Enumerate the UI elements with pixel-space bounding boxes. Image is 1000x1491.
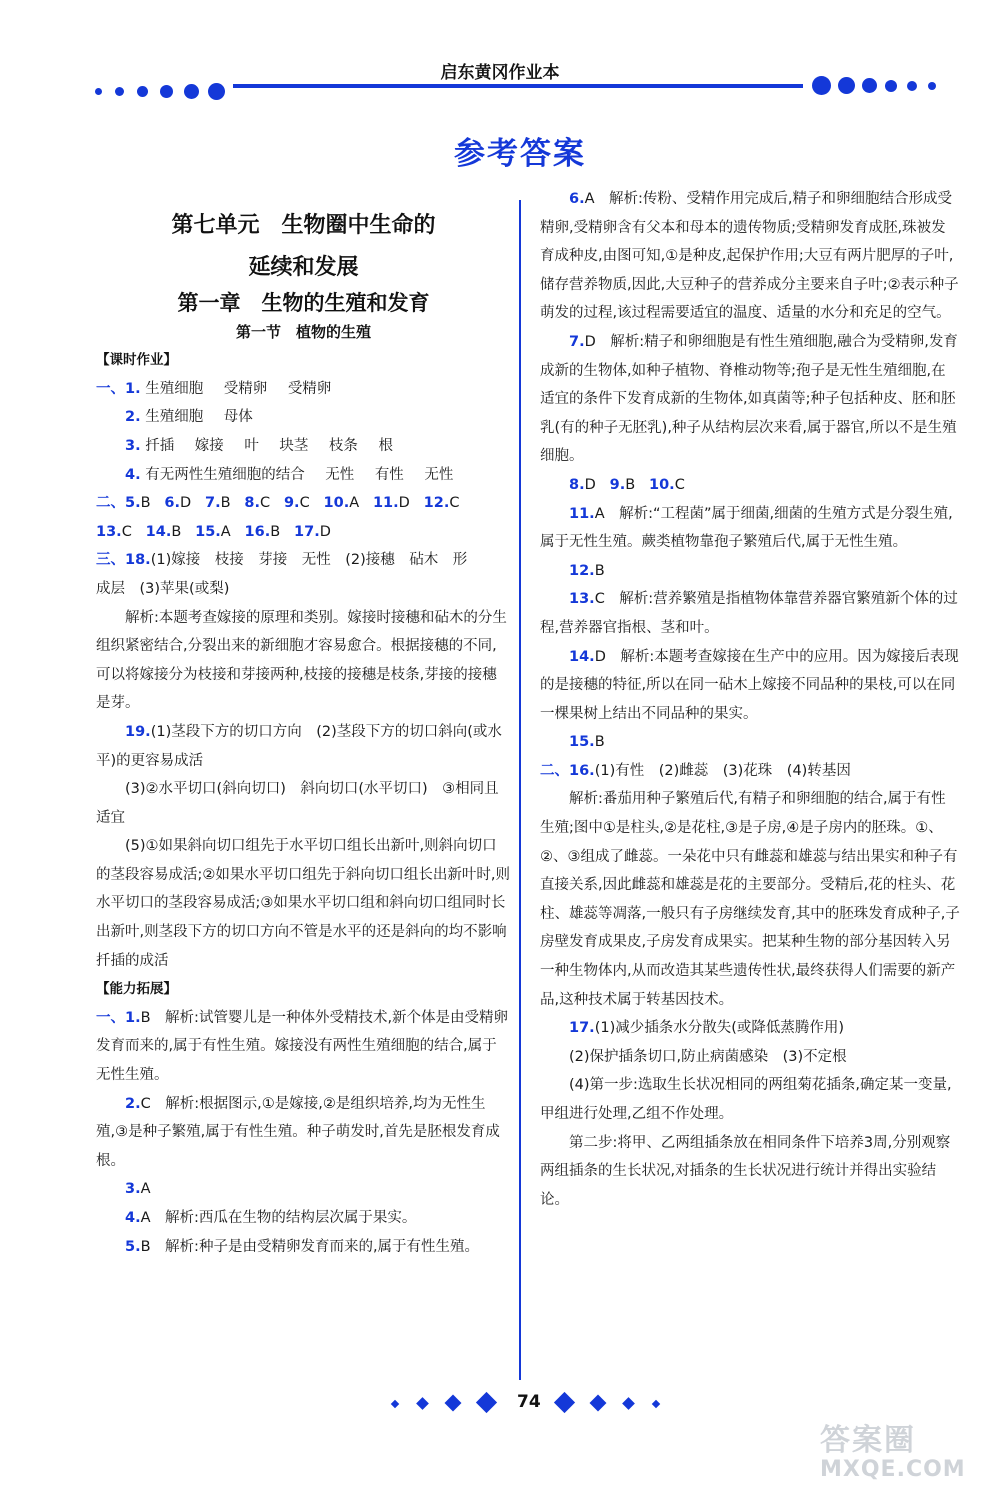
answer-mc-row1: 二、5.B 6.D 7.B 8.C 9.C 10.A 11.D 12.C <box>96 495 460 512</box>
column-divider <box>519 200 521 1380</box>
ability-3: 3.A <box>125 1181 151 1198</box>
decor-dot <box>137 86 148 97</box>
answer-8-10: 8.D 9.B 10.C <box>569 476 685 493</box>
diamond-icon <box>622 1397 635 1410</box>
answer-6: 6.A 解析:传粉、受精作用完成后,精子和卵细胞结合形成受精卵,受精卵含有父本和母本的遗传物质;受精卵发育成胚,珠被发育成种皮,由图可知,①是种皮,起保护作用;大豆有两片肥厚的子叶,储存营养物质,因此,大豆种子的营养成分主要来自子叶;②表示种子萌发的过程,该过程需要适宜的温度、适量的水分和充足的空气。 <box>540 191 959 322</box>
page-header <box>0 0 1000 110</box>
ability-1: 一、1.B 解析:试管婴儿是一种体外受精技术,新个体是由受精卵发育而来的,属于有性生殖。嫁接没有两性生殖细胞的结合,属于无性生殖。 <box>96 1009 509 1084</box>
ability-4: 4.A 解析:西瓜在生物的结构层次属于果实。 <box>125 1210 417 1226</box>
watermark-line2: MXQE.COM <box>820 1457 966 1482</box>
answer-15: 15.B <box>569 734 605 751</box>
answer-1-2: 2. 生殖细胞 母体 <box>125 409 253 426</box>
answer-17-part2: (2)保护插条切口,防止病菌感染 (3)不定根 <box>569 1048 847 1065</box>
answer-7: 7.D 解析:精子和卵细胞是有性生殖细胞,融合为受精卵,发育成新的生物体,如种子植物、脊椎动物等;孢子是无性生殖细胞,在适宜的条件下发育成新的生物体,如真菌等;种子包括种皮、胚和胚乳(有的种子无胚乳),种子从结构层次来看,属于器官,所以不是生殖细胞。 <box>540 333 958 465</box>
diamond-icon <box>416 1397 429 1410</box>
decor-dot <box>115 87 124 96</box>
decor-dot <box>928 82 936 90</box>
answer-16: 二、16.(1)有性 (2)雌蕊 (3)花珠 (4)转基因 <box>540 762 851 779</box>
diamond-icon <box>590 1395 607 1412</box>
decor-dot <box>184 84 199 99</box>
decor-dot <box>208 83 225 100</box>
diamond-icon <box>476 1392 497 1413</box>
answer-13: 13.C 解析:营养繁殖是指植物体靠营养器官繁殖新个体的过程,营养器官指根、茎和叶。 <box>540 591 958 636</box>
answer-18-cont: 成层 (3)苹果(或梨) <box>96 580 230 597</box>
answer-12: 12.B <box>569 562 605 579</box>
answer-18-explanation: 解析:本题考查嫁接的原理和类别。嫁接时接穗和砧木的分生组织紧密结合,分裂出来的新细胞才容易愈合。根据接穗的不同,可以将嫁接分为枝接和芽接两种,枝接的接穗是枝条,芽接的接穗是芽。 <box>96 609 507 712</box>
watermark-line1: 答案圈 <box>820 1423 916 1458</box>
tag-ability <box>96 975 511 1004</box>
page-title: 参考答案 <box>454 136 586 172</box>
answer-19: 19.(1)茎段下方的切口方向 (2)茎段下方的切口斜向(或水平)的更容易成活 <box>96 723 502 769</box>
left-column <box>96 205 511 1261</box>
answer-1-4: 4. 有无两性生殖细胞的结合 无性 有性 无性 <box>125 466 454 483</box>
answer-11: 11.A 解析:“工程菌”属于细菌,细菌的生殖方式是分裂生殖,属于无性生殖。蕨类植物靠孢子繁殖后代,属于无性生殖。 <box>540 505 953 551</box>
unit-title-line2: 延续和发展 <box>248 255 359 280</box>
decor-dot <box>95 88 102 95</box>
answer-19-part5: (5)①如果斜向切口组先于水平切口组长出新叶,则斜向切口的茎段容易成活;②如果水平切口组先于斜向切口组长出新叶时,则水平切口的茎段容易成活;③如果水平切口组和斜向切口组同时长出新叶,则茎段下方的切口方向不管是水平的还是斜向的均不影响扦插的成活 <box>96 838 510 969</box>
ability-5: 5.B 解析:种子是由受精卵发育而来的,属于有性生殖。 <box>125 1238 480 1255</box>
answer-1-1: 一、1. 生殖细胞 受精卵 受精卵 <box>96 380 332 397</box>
section-title: 第一节 植物的生殖 <box>235 322 371 341</box>
diamond-icon <box>391 1400 399 1408</box>
diamond-icon <box>554 1392 575 1413</box>
tag-homework-label: 【课时作业】 <box>96 352 177 369</box>
diamond-icon <box>445 1395 462 1412</box>
header-rule <box>233 84 803 88</box>
answer-18: 三、18.(1)嫁接 枝接 芽接 无性 (2)接穗 砧木 形 <box>96 552 468 569</box>
ability-2: 2.C 解析:根据图示,①是嫁接,②是组织培养,均为无性生殖,③是种子繁殖,属于有性生殖。种子萌发时,首先是胚根发育成根。 <box>96 1095 500 1169</box>
answer-17: 17.(1)减少插条水分散失(或降低蒸腾作用) <box>569 1020 845 1037</box>
answer-17-step2: 第二步:将甲、乙两组插条放在相同条件下培养3周,分别观察两组插条的生长状况,对插条的生长状况进行统计并得出实验结论。 <box>540 1134 951 1208</box>
answer-14: 14.D 解析:本题考查嫁接在生产中的应用。因为嫁接后表现的是接穗的特征,所以在同一砧木上嫁接不同品种的果枝,可以在同一棵果树上结出不同品种的果实。 <box>540 648 959 722</box>
book-title: 启东黄冈作业本 <box>440 63 560 83</box>
tag-ability-label: 【能力拓展】 <box>96 981 177 998</box>
right-column <box>540 185 960 1214</box>
diamond-icon <box>652 1400 660 1408</box>
answer-mc-row2: 13.C 14.B 15.A 16.B 17.D <box>96 523 331 540</box>
answer-17-part4: (4)第一步:选取生长状况相同的两组菊花插条,确定某一变量,甲组进行处理,乙组不作处理。 <box>540 1077 952 1122</box>
tag-homework <box>96 346 511 375</box>
watermark-logo <box>820 1415 990 1485</box>
page-number: 74 <box>517 1392 541 1412</box>
answer-1-3: 3. 扦插 嫁接 叶 块茎 枝条 根 <box>125 437 393 454</box>
answer-19-part3: (3)②水平切口(斜向切口) 斜向切口(水平切口) ③相同且适宜 <box>96 781 499 826</box>
answer-16-explanation: 解析:番茄用种子繁殖后代,有精子和卵细胞的结合,属于有性生殖;图中①是柱头,②是花柱,③是子房,④是子房内的胚珠。①、②、③组成了雌蕊。一朵花中只有雌蕊和雄蕊与结出果实和种子有直接关系,因此雌蕊和雄蕊是花的主要部分。受精后,花的柱头、花柱、雄蕊等凋落,一般只有子房继续发育,其中的胚珠发育成种子,子房壁发育成果皮,子房发育成果实。把某种生物的部分基因转入另一种生物体内,从而改造其某些遗传性状,最终获得人们需要的新产品,这种技术属于转基因技术。 <box>540 791 960 1008</box>
unit-title-line1: 第七单元 生物圈中生命的 <box>171 213 436 238</box>
decor-dot <box>160 85 173 98</box>
chapter-title: 第一章 生物的生殖和发育 <box>177 291 430 315</box>
